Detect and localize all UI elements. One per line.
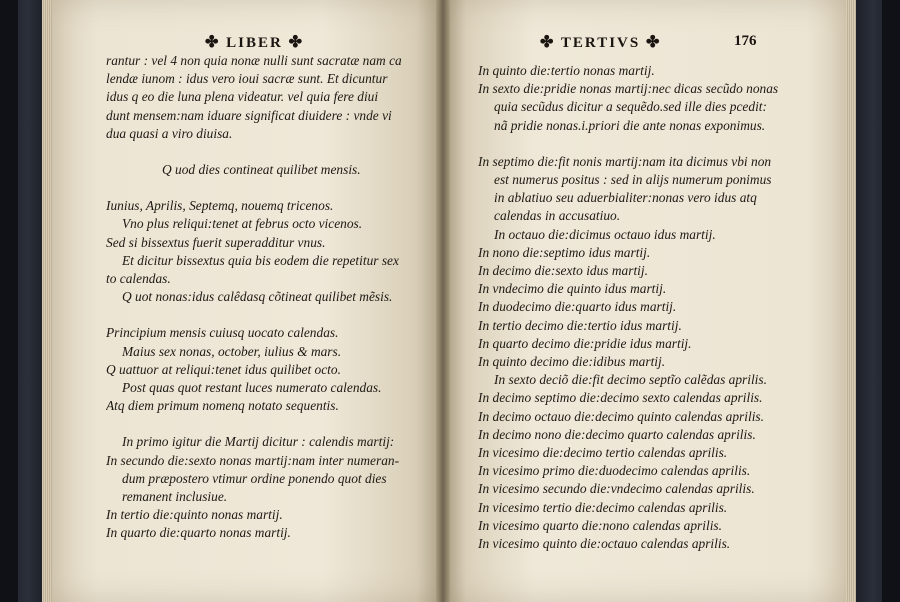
text-line: In decimo octauo die:decimo quinto calendas aprilis. (478, 408, 764, 424)
paragraph-gap (106, 415, 424, 433)
text-line: lendæ iunom : idus vero ioui sacræ sunt. Et dicuntur (106, 71, 388, 87)
text-line: In tertio decimo die:tertio idus martij. (478, 317, 682, 333)
paragraph-gap (106, 143, 424, 161)
text-line: Post quas quot restant luces numerato calendas. (122, 380, 382, 396)
text-line: In vicesimo die:decimo tertio calendas aprilis. (478, 445, 728, 461)
text-line: Atq diem primum nomenq notato sequentis. (106, 398, 339, 414)
text-line: Sed si bissextus fuerit superadditur vnus. (106, 234, 326, 250)
text-line: Maius sex nonas, october, iulius & mars. (122, 343, 342, 359)
text-line: Iunius, Aprilis, Septemq, nouemq tricenos. (106, 198, 334, 214)
text-line: In sexto deciõ die:fit decimo septĩo calẽdas aprilis. (494, 372, 767, 388)
text-line: In quinto die:tertio nonas martij. (478, 63, 655, 78)
text-line: In quinto decimo die:idibus martij. (478, 354, 666, 370)
text-line: quia secũdus dicitur a sequẽdo.sed ille dies pcedit: (494, 99, 767, 115)
text-line: in ablatiuo seu aduerbialiter:nonas vero idus atq (494, 190, 757, 206)
text-line: In primo igitur die Martij dicitur : calendis martij: (122, 434, 395, 450)
text-line: Q uot nonas:idus calêdasq cõtineat quilibet mẽsis. (122, 289, 393, 305)
text-line: In decimo die:sexto idus martij. (478, 263, 648, 279)
running-head-right (540, 32, 661, 52)
text-line: Q uod dies contineat quilibet mensis. (162, 162, 361, 178)
text-line: In septimo die:fit nonis martij:nam ita dicimus vbi non (478, 153, 772, 169)
text-line: Et dicitur bissextus quia bis eodem die repetitur sex (122, 252, 399, 268)
text-line: In vicesimo quinto die:octauo calendas aprilis. (478, 536, 731, 552)
text-line: In vicesimo primo die:duodecimo calendas aprilis. (478, 463, 751, 479)
text-line: In duodecimo die:quarto idus martij. (478, 299, 677, 315)
paragraph-gap (106, 179, 424, 197)
text-line: dunt mensem:nam iduare significat diuidere : vnde vi (106, 107, 392, 123)
book-cover-left (0, 0, 18, 602)
left-page-text (106, 52, 424, 543)
text-line: rantur : vel 4 non quia nonæ nulli sunt sacratæ nam ca (106, 53, 402, 68)
text-line: calendas in accusatiuo. (494, 208, 621, 224)
book-cover-right (882, 0, 900, 602)
text-line: In decimo septimo die:decimo sexto calendas aprilis. (478, 390, 763, 406)
fleuron-ornament-icon: ✤ (205, 34, 221, 51)
text-line: nã pridie nonas.i.priori die ante nonas exponimus. (494, 117, 766, 133)
right-page-text (478, 62, 818, 553)
text-line: Vno plus reliqui:tenet at februs octo vicenos. (122, 216, 363, 232)
text-line: dum præpostero vtimur ordine ponendo quot dies (122, 470, 387, 486)
text-line: In tertio die:quinto nonas martij. (106, 507, 283, 523)
text-line: est numerus positus : sed in alijs numerum ponimus (494, 172, 772, 188)
paragraph-gap (478, 135, 818, 153)
text-line: to calendas. (106, 271, 171, 287)
text-line: In vicesimo tertio die:decimo calendas aprilis. (478, 499, 728, 515)
running-head-left (205, 32, 304, 52)
text-line: In decimo nono die:decimo quarto calendas aprilis. (478, 426, 756, 442)
running-head-left-text: LIBER (226, 35, 283, 51)
fleuron-ornament-icon: ✤ (288, 34, 304, 51)
text-line: Principium mensis cuiusq uocato calendas. (106, 325, 339, 341)
page-number: 176 (734, 33, 757, 49)
text-line: In vicesimo quarto die:nono calendas aprilis. (478, 517, 722, 533)
book-gutter (436, 0, 450, 602)
text-line: In octauo die:dicimus octauo idus martij. (494, 226, 716, 242)
text-line: dua quasi a viro diuisa. (106, 125, 233, 141)
text-line: Q uattuor at reliqui:tenet idus quilibet octo. (106, 361, 341, 377)
text-line: In secundo die:sexto nonas martij:nam inter numeran- (106, 452, 400, 468)
text-line: idus q eo die luna plena videatur. vel quia fere diui (106, 89, 379, 105)
text-line: In sexto die:pridie nonas martij:nec dicas secũdo nonas (478, 81, 779, 97)
fleuron-ornament-icon: ✤ (540, 34, 556, 51)
text-line: In nono die:septimo idus martij. (478, 244, 651, 260)
text-line: remanent inclusiue. (122, 489, 228, 505)
running-head-right-text: TERTIVS (560, 35, 641, 51)
paragraph-gap (106, 306, 424, 324)
text-line: In quarto die:quarto nonas martij. (106, 525, 291, 541)
text-line: In vicesimo secundo die:vndecimo calendas aprilis. (478, 481, 755, 497)
text-line: In quarto decimo die:pridie idus martij. (478, 335, 692, 351)
fleuron-ornament-icon: ✤ (645, 34, 662, 51)
text-line: In vndecimo die quinto idus martij. (478, 281, 667, 297)
